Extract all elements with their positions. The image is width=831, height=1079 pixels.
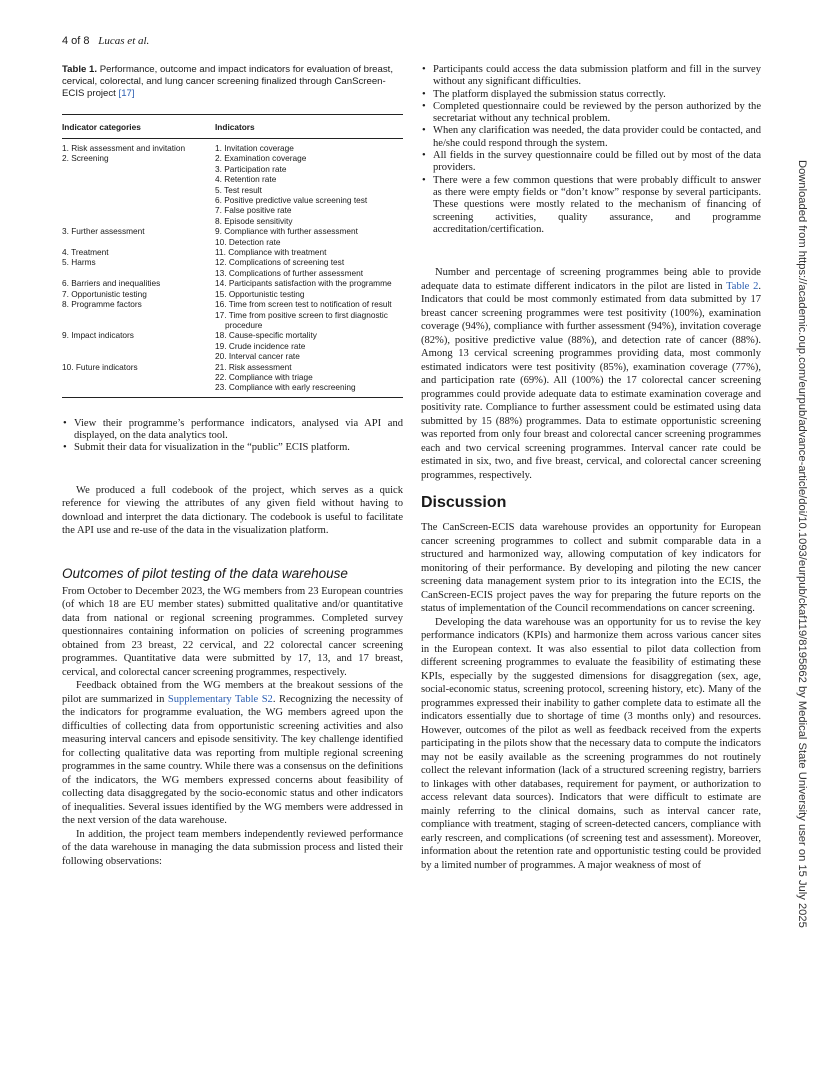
download-watermark: Downloaded from https://academic.oup.com/eurpub/advance-article/doi/10.1093/eurpub/ckaf119/8195862 by Medical State University user on 15 July 2025 [796,160,808,928]
indicator-category-cell: 8. Programme factors [62,299,142,310]
paragraph-discussion-1: The CanScreen-ECIS data warehouse provides an opportunity for European cancer screening programmes to collect and submit comparable data in a structured and harmonized way, allowing computation of key indicators for monitoring of their performance. By developing and piloting the new cancer screening data management system prior to its integration into the ECIS, the CanScreen-ECIS project paves the way for preparing the future reports on the status of implementation of the Council recommendations on cancer screening. [421,522,761,615]
table-row [62,216,403,226]
paragraph-pilot: From October to December 2023, the WG members from 23 European countries (of which 18 are EU member states) submitted qualitative and/or quantitative data from national or regional screening programmes. Completed survey questionnaires containing information on policies of screening programmes obtained from 23 breast, 22 cervical, and 22 colorectal cancer screening programmes. Quantitative data were submitted by 17, 13, and 17 breast, cervical, and colorectal cancer screening programmes, respectively. [62,585,403,678]
list-item: • All fields in the survey questionnaire could be filled out by most of the data providers. [421,150,761,175]
indicator-cell: 10. Detection rate [215,236,281,247]
indicator-category-cell [62,164,215,174]
running-header [62,35,149,47]
indicator-category-cell: 2. Screening [62,153,109,164]
indicator-cell: 17. Time from positive screen to first diagnostic procedure [215,309,388,330]
indicator-category-cell [62,195,215,205]
indicator-cell: 7. False positive rate [215,205,292,216]
left-bullet-list [62,418,403,455]
indicator-cell: 4. Retention rate [215,174,277,185]
indicator-category-cell [62,174,215,184]
table-row [62,226,403,236]
indicator-cell: 9. Compliance with further assessment [215,226,358,237]
paragraph-indicator-counts [421,266,761,482]
list-item: • View their programme’s performance indicators, analysed via API and displayed, on the data analytics tool. [62,418,403,443]
indicator-category-cell [62,268,215,278]
table-row [62,143,403,153]
indicator-cell: 3. Participation rate [215,163,287,174]
indicator-cell: 15. Opportunistic testing [215,288,305,299]
indicator-category-cell: 9. Impact indicators [62,330,134,341]
indicator-cell: 23. Compliance with early rescreening [215,382,356,393]
table-header-row [62,115,403,138]
indicator-category-cell: 6. Barriers and inequalities [62,278,161,289]
indicator-category-cell [62,237,215,247]
indicator-category-cell [62,310,215,331]
paragraph-addition: In addition, the project team members independently reviewed performance of the data warehouse in managing the data submission process and listed their following observations: [62,828,403,867]
indicator-cell: 18. Cause-specific mortality [215,330,317,341]
table-body [62,143,403,393]
indicator-category-cell [62,382,215,392]
list-item: • The platform displayed the submission status correctly. [421,89,761,101]
paragraph-feedback [62,679,403,828]
indicator-cell: 12. Complications of screening test [215,257,345,268]
table-row [62,278,403,288]
table-row [62,299,403,309]
table-row [62,257,403,267]
table-row [62,362,403,372]
table-row [62,382,403,392]
paragraph-indicator-counts-text: Number and percentage of screening programmes being able to provide adequate data to estimate different indicators in the pilot are listed in [421,267,761,292]
table-row [62,372,403,382]
indicator-category-cell [62,372,215,382]
indicator-cell: 6. Positive predictive value screening test [215,195,368,206]
running-authors: Lucas et al. [98,35,150,47]
table-row [62,205,403,215]
indicator-cell: 8. Episode sensitivity [215,215,293,226]
indicator-cell: 19. Crude incidence rate [215,340,306,351]
table-row [62,330,403,340]
indicator-cell: 16. Time from screen test to notification of result [215,299,392,310]
paragraph-codebook: We produced a full codebook of the project, which serves as a quick reference for viewing the attributes of any given field without having to download and interpret the data dictionary. The codebook is useful to facilitate the API use and re-use of the data in the visualization platform. [62,484,403,537]
indicator-cell: 2. Examination coverage [215,153,307,164]
table-caption-ref-link[interactable]: [17] [118,88,135,99]
indicator-category-cell: 5. Harms [62,257,96,268]
right-bullet-list [421,64,761,236]
indicator-category-cell: 7. Opportunistic testing [62,288,147,299]
table-2-link[interactable]: Table 2 [726,280,759,292]
indicator-cell: 1. Invitation coverage [215,143,294,153]
table-row [62,341,403,351]
table-row [62,164,403,174]
table-row [62,247,403,257]
table-label: Table 1. [62,64,98,75]
subheading-pilot-outcomes: Outcomes of pilot testing of the data warehouse [62,565,348,581]
table-row [62,289,403,299]
list-item: • Participants could access the data submission platform and fill in the survey without any significant difficulties. [421,64,761,89]
indicator-category-cell: 3. Further assessment [62,226,145,237]
heading-discussion: Discussion [421,494,507,512]
paragraph-discussion-2: Developing the data warehouse was an opportunity for us to revise the key performance indicators (KPIs) and harmonize them across various cancer sites in the European context. It was also essential to pilot data collection from different screening programmes to evaluate the feasibility of estimating these KPIs, especially by the suggested dimensions for disaggregation (sex, age, social-economic status, screening protocol, screening history, etc). Many of the programmes expressed their inability to gather complete data to estimate all the indicators essentially due to shortage of time (3 months only) and resources. However, outcomes of the pilot as well as feedback received from the experts participating in the pilots show that the necessary data to compute the indicators may not be easily available as the screening programmes do not routinely collect the relevant information (lack of a structured screening registry, barriers to linkages with other databases, requirement for payment, or authorization to access relevant data sources). Indicators that were difficult to estimate are mainly referring to the clinical domains, such as interval cancer rate, compliance with treatment, staging of screen-detected cancers, compliance with early rescreen, and complications (of screening test and assessment). Moreover, information about the retention rate and opportunistic testing could be provided by a limited number of programmes. A major weakness of most of [421,616,761,871]
indicator-cell: 20. Interval cancer rate [215,351,300,362]
indicator-cell: 14. Participants satisfaction with the programme [215,278,392,289]
indicators-table [62,114,403,398]
table-row [62,237,403,247]
indicator-category-cell [62,341,215,351]
indicator-category-cell: 10. Future indicators [62,361,138,372]
indicator-cell: 22. Compliance with triage [215,371,313,382]
table-row [62,195,403,205]
page-number: 4 of 8 [62,35,90,47]
indicator-category-cell [62,185,215,195]
paragraph-indicator-counts-cont: . Indicators that could be most commonly estimated from data submitted by 17 breast cancer screening programmes were test positivity (100%), examination coverage (94%), compliance with further assessment (94%), invitation coverage (82%), positive predictive value (88%), and detection rate of cancer (88%). Among 13 cervical screening programmes providing data, most commonly estimated indicators were test positivity (85%), examination coverage (77%), and participation rate (69%). All (100%) the 17 colorectal cancer screening programmes could provide adequate data to estimate examination coverage and positivity rate. Compliance to further assessment could be estimated using data submitted by 15 (88%) programmes. Data to estimate opportunistic screening was reported from only four breast and colorectal cancer screening programmes each and two cervical screening programmes. Interval cancer rate could be estimated in six, two, and five breast, cervical, and colorectal cancer screening programmes, respectively. [421,280,761,481]
paragraph-feedback-text-cont: . Recognizing the necessity of the indicators for programme evaluation, the WG members agreed upon the difficulties of collecting data from opportunistic screening activities and also measuring interval cancers and episode sensitivity. The key challenge identified for collecting qualitative data was reporting from multiple regional screening programmes in the same country. While there was a consensus on the definitions of the indicators, the WG members expressed concerns about feasibility of collecting data disaggregated by the socio-economic status and other indicators of inequalities. Several issues identified by the WG members were addressed in the next version of the data warehouse. [62,693,403,827]
col-header-categories: Indicator categories [62,122,141,132]
indicator-cell: 21. Risk assessment [215,361,292,372]
table-row [62,351,403,361]
indicator-cell: 13. Complications of further assessment [215,267,364,278]
indicator-category-cell [62,351,215,361]
right-column [421,64,761,872]
table-row [62,185,403,195]
table-row [62,310,403,331]
list-item: • There were a few common questions that were probably difficult to answer as there were empty fields or “don’t know” response by several participants. These questions were mostly related to the mechanism of financing of screening activities, quality assurance, and programme accreditation/certification. [421,175,761,236]
table-caption-text: Performance, outcome and impact indicators for evaluation of breast, cervical, colorectal, and lung cancer screening finalized through CanScreen-ECIS project [62,64,393,99]
paragraph-feedback-text: Feedback obtained from the WG members at the breakout sessions of the pilot are summarized in [62,680,403,705]
list-item: • Completed questionnaire could be reviewed by the person authorized by the secretariat without any technical problem. [421,101,761,126]
left-column [62,64,403,868]
indicator-category-cell: 4. Treatment [62,247,109,258]
list-item: • When any clarification was needed, the data provider could be contacted, and he/she could respond through the system. [421,125,761,150]
indicator-cell: 11. Compliance with treatment [215,247,327,258]
indicator-cell: 5. Test result [215,184,262,195]
indicator-category-cell [62,205,215,215]
indicator-category-cell: 1. Risk assessment and invitation [62,143,186,153]
table-caption [62,64,403,100]
list-item: • Submit their data for visualization in the “public” ECIS platform. [62,442,403,454]
table-row [62,174,403,184]
supplementary-table-link[interactable]: Supplementary Table S2 [167,693,273,705]
table-row [62,153,403,163]
indicator-category-cell [62,216,215,226]
col-header-indicators: Indicators [215,122,255,132]
table-row [62,268,403,278]
